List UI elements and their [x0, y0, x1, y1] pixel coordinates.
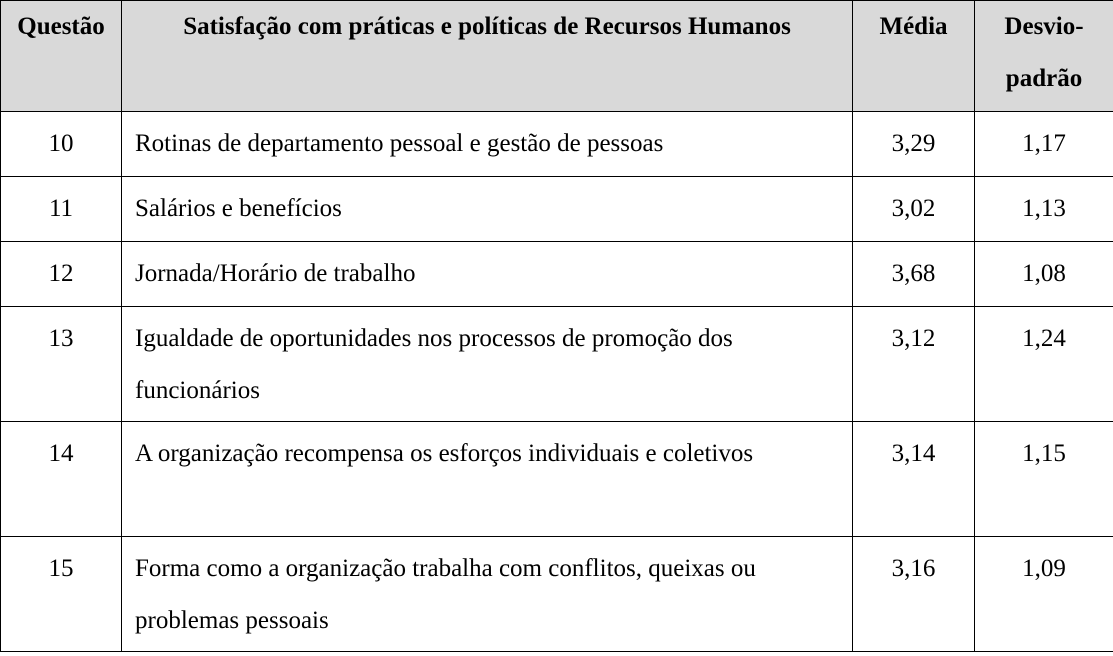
cell-question: 13 — [1, 307, 122, 422]
cell-description: Jornada/Horário de trabalho — [122, 242, 853, 307]
cell-mean: 3,16 — [853, 537, 975, 652]
cell-std-dev: 1,09 — [975, 537, 1113, 652]
cell-mean: 3,29 — [853, 112, 975, 177]
table-header — [1, 1, 1113, 112]
cell-question: 10 — [1, 112, 122, 177]
table-row — [1, 422, 1113, 537]
table-row — [1, 307, 1113, 422]
cell-question: 11 — [1, 177, 122, 242]
table-row — [1, 177, 1113, 242]
header-description: Satisfação com práticas e políticas de Recursos Humanos — [122, 1, 853, 112]
cell-std-dev: 1,13 — [975, 177, 1113, 242]
cell-description: A organização recompensa os esforços individuais e coletivos — [122, 422, 853, 537]
header-std-dev: Desvio-padrão — [975, 1, 1113, 112]
header-row — [1, 1, 1113, 112]
cell-question: 14 — [1, 422, 122, 537]
table-row — [1, 242, 1113, 307]
header-mean: Média — [853, 1, 975, 112]
cell-std-dev: 1,15 — [975, 422, 1113, 537]
table-row — [1, 112, 1113, 177]
header-question: Questão — [1, 1, 122, 112]
cell-std-dev: 1,17 — [975, 112, 1113, 177]
cell-question: 12 — [1, 242, 122, 307]
cell-mean: 3,14 — [853, 422, 975, 537]
table-row — [1, 537, 1113, 652]
cell-question: 15 — [1, 537, 122, 652]
cell-mean: 3,02 — [853, 177, 975, 242]
cell-mean: 3,68 — [853, 242, 975, 307]
cell-std-dev: 1,24 — [975, 307, 1113, 422]
table-body — [1, 112, 1113, 652]
cell-mean: 3,12 — [853, 307, 975, 422]
cell-std-dev: 1,08 — [975, 242, 1113, 307]
cell-description: Forma como a organização trabalha com conflitos, queixas ou problemas pessoais — [122, 537, 853, 652]
cell-description: Rotinas de departamento pessoal e gestão de pessoas — [122, 112, 853, 177]
cell-description: Igualdade de oportunidades nos processos de promoção dos funcionários — [122, 307, 853, 422]
cell-description: Salários e benefícios — [122, 177, 853, 242]
